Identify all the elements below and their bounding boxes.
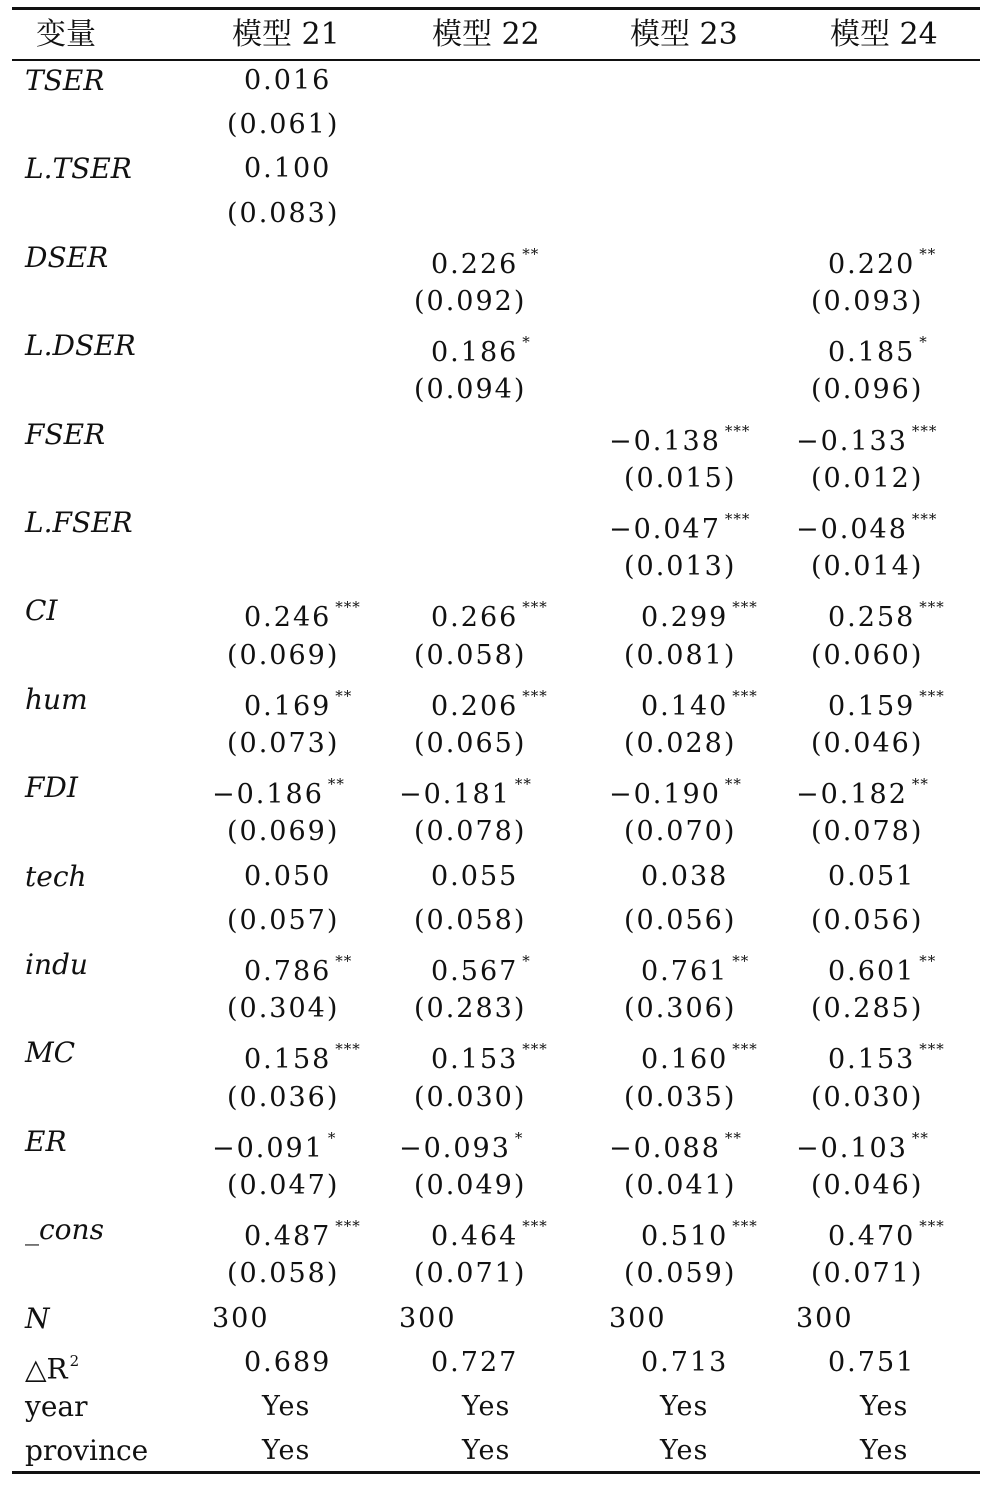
coefficient-value: 0.185 [828, 337, 916, 369]
table-row [0, 147, 992, 191]
footer-value: 0.713 [641, 1346, 729, 1378]
footer-label [25, 1341, 79, 1391]
coefficient-value: −0.103 [796, 1132, 908, 1164]
coefficient-value: 0.266 [431, 602, 519, 634]
coefficient-value: 0.038 [641, 860, 729, 892]
coefficient-value: 0.100 [244, 153, 332, 185]
table-row [0, 236, 992, 280]
row-label: _cons [25, 1213, 104, 1247]
coefficient-value: 0.169 [244, 690, 332, 722]
significance-stars: * [514, 1128, 524, 1147]
header-model-24: 模型 24 [830, 17, 938, 52]
table-row [0, 855, 992, 899]
table-row-se [0, 987, 992, 1031]
table-row [0, 59, 992, 103]
table-row-se [0, 545, 992, 589]
significance-stars: *** [522, 598, 548, 617]
table-row [0, 766, 992, 810]
coefficient-value: 0.159 [828, 690, 916, 722]
standard-error-cell: (0.069) [227, 816, 340, 848]
standard-error-cell: (0.078) [811, 816, 924, 848]
footer-value: Yes [860, 1391, 909, 1422]
significance-stars: ** [335, 686, 353, 705]
significance-stars: *** [911, 510, 938, 528]
standard-error-cell: (0.046) [811, 728, 924, 759]
significance-stars: *** [919, 598, 945, 617]
row-label: MC [25, 1036, 76, 1070]
row-label: L.FSER [25, 506, 133, 539]
standard-error-cell: (0.094) [414, 374, 527, 406]
footer-value: 300 [609, 1302, 667, 1334]
significance-stars: *** [724, 421, 751, 440]
coefficient-value: 0.160 [641, 1044, 729, 1076]
coefficient-value: −0.088 [609, 1132, 721, 1164]
top-rule [12, 7, 980, 10]
standard-error-cell: (0.059) [624, 1258, 737, 1290]
row-label: FDI [25, 771, 78, 805]
standard-error-cell: (0.014) [811, 551, 924, 583]
standard-error-cell: (0.093) [811, 286, 924, 317]
coefficient-value: 0.470 [828, 1221, 916, 1253]
significance-stars: *** [919, 1217, 945, 1236]
table-row-se [0, 103, 992, 147]
standard-error-cell: (0.056) [624, 904, 737, 936]
coefficient-cell [641, 855, 728, 899]
footer-value: Yes [262, 1391, 311, 1422]
coefficient-value: 0.601 [828, 956, 916, 987]
standard-error-cell: (0.070) [624, 816, 737, 848]
table-row-se [0, 634, 992, 678]
significance-stars: ** [724, 1128, 742, 1147]
coefficient-value: 0.055 [431, 860, 519, 892]
table-row [0, 1031, 992, 1075]
coefficient-value: 0.246 [244, 602, 332, 634]
standard-error-cell: (0.078) [414, 816, 527, 848]
coefficient-value: 0.258 [828, 602, 916, 634]
table-row-se [0, 810, 992, 854]
coefficient-value: 0.158 [244, 1044, 332, 1076]
standard-error-cell: (0.283) [414, 993, 527, 1025]
significance-stars: ** [514, 775, 532, 794]
coefficient-value: −0.186 [212, 779, 324, 811]
row-label: FSER [25, 417, 106, 451]
table-row [0, 589, 992, 633]
table-row [0, 678, 992, 722]
significance-stars: * [919, 333, 928, 352]
coefficient-value: 0.220 [828, 248, 916, 280]
significance-stars: * [522, 333, 531, 352]
standard-error-cell: (0.036) [227, 1081, 340, 1113]
footer-value: Yes [462, 1391, 511, 1422]
table-row-se [0, 899, 992, 943]
significance-stars: *** [335, 1040, 361, 1059]
standard-error-cell: (0.060) [811, 639, 924, 671]
significance-stars: ** [919, 244, 937, 263]
standard-error-cell: (0.057) [227, 904, 340, 936]
footer-row [0, 1297, 992, 1341]
table-row [0, 501, 992, 545]
standard-error-cell: (0.061) [227, 109, 340, 141]
standard-error-cell: (0.030) [414, 1081, 527, 1113]
row-label: DSER [25, 240, 109, 274]
footer-value: 0.727 [431, 1346, 519, 1378]
coefficient-value: 0.186 [431, 337, 519, 369]
standard-error-cell: (0.015) [624, 462, 737, 494]
row-label: L.DSER [25, 329, 136, 363]
coefficient-value: −0.182 [796, 779, 908, 811]
footer-value: 300 [212, 1302, 270, 1334]
table-row [0, 943, 992, 987]
coefficient-value: 0.016 [244, 65, 332, 96]
coefficient-value: 0.510 [641, 1221, 729, 1253]
significance-stars: *** [522, 1217, 548, 1236]
header-model-22: 模型 22 [432, 17, 540, 52]
standard-error-cell: (0.046) [811, 1170, 924, 1201]
header-variable: 变量 [36, 17, 96, 52]
table-row-se [0, 1252, 992, 1296]
significance-stars: ** [911, 1128, 929, 1147]
significance-stars: ** [732, 952, 750, 970]
standard-error-cell: (0.049) [414, 1170, 527, 1201]
header-model-21: 模型 21 [232, 17, 340, 52]
coefficient-value: −0.181 [399, 779, 511, 811]
coefficient-value: 0.786 [244, 956, 332, 987]
standard-error-cell: (0.047) [227, 1170, 340, 1201]
standard-error-cell: (0.071) [414, 1258, 527, 1290]
standard-error-cell: (0.083) [227, 197, 340, 229]
row-label: ER [25, 1124, 67, 1158]
bottom-rule [12, 1471, 980, 1474]
table-row [0, 413, 992, 457]
standard-error-cell: (0.304) [227, 993, 340, 1025]
significance-stars: ** [911, 775, 929, 794]
coefficient-value: 0.299 [641, 602, 729, 634]
table-row [0, 1120, 992, 1164]
coefficient-value: 0.051 [828, 860, 916, 892]
footer-value: Yes [462, 1435, 511, 1467]
footer-value: 0.751 [828, 1346, 916, 1378]
significance-stars: *** [911, 421, 938, 440]
significance-stars: *** [522, 1040, 548, 1059]
significance-stars: *** [732, 1040, 758, 1059]
table-row [0, 324, 992, 368]
coefficient-value: 0.206 [431, 690, 519, 722]
significance-stars: *** [522, 686, 548, 705]
header-model-23: 模型 23 [630, 17, 738, 52]
significance-stars: *** [919, 1040, 945, 1059]
coefficient-value: 0.567 [431, 956, 519, 987]
significance-stars: *** [732, 598, 758, 617]
coefficient-value: −0.093 [399, 1132, 511, 1164]
coefficient-value: −0.048 [796, 514, 908, 545]
footer-value: Yes [262, 1435, 311, 1467]
footer-label-text: province [25, 1434, 149, 1468]
row-label: hum [25, 682, 88, 716]
standard-error-cell: (0.035) [624, 1081, 737, 1113]
coefficient-value: 0.487 [244, 1221, 332, 1253]
significance-stars: * [522, 952, 531, 970]
table-row-se [0, 722, 992, 766]
coefficient-value: 0.153 [828, 1044, 916, 1076]
significance-stars: ** [919, 952, 937, 970]
standard-error-cell: (0.096) [811, 374, 924, 406]
standard-error-cell: (0.058) [227, 1258, 340, 1290]
coefficient-cell [431, 855, 518, 899]
table-row-se [0, 280, 992, 324]
standard-error-cell: (0.065) [414, 728, 527, 759]
significance-stars: ** [327, 775, 345, 794]
standard-error-cell: (0.030) [811, 1081, 924, 1113]
table-row-se [0, 457, 992, 501]
coefficient-value: 0.464 [431, 1221, 519, 1253]
standard-error-cell: (0.092) [414, 286, 527, 317]
footer-row [0, 1429, 992, 1473]
footer-label-text: N [25, 1301, 50, 1335]
footer-row [0, 1341, 992, 1385]
significance-stars: *** [732, 1217, 758, 1236]
significance-stars: ** [724, 775, 742, 794]
table-row-se [0, 1164, 992, 1208]
standard-error-cell: (0.081) [624, 639, 737, 671]
coefficient-cell [244, 147, 331, 191]
significance-stars: * [327, 1128, 337, 1147]
coefficient-value: −0.138 [609, 425, 721, 457]
footer-label [25, 1297, 50, 1341]
coefficient-value: −0.091 [212, 1132, 324, 1164]
coefficient-value: 0.050 [244, 860, 332, 892]
standard-error-cell: (0.041) [624, 1170, 737, 1201]
row-label: L.TSER [25, 152, 132, 186]
table-row-se [0, 368, 992, 412]
footer-value: 300 [796, 1302, 854, 1334]
coefficient-cell [244, 855, 331, 899]
standard-error-cell: (0.013) [624, 551, 737, 583]
coefficient-value: −0.047 [609, 514, 721, 545]
table-row-se [0, 192, 992, 236]
standard-error-cell: (0.058) [414, 904, 527, 936]
footer-label [25, 1385, 87, 1429]
standard-error-cell: (0.069) [227, 639, 340, 671]
row-label: indu [25, 948, 88, 981]
significance-stars: ** [335, 952, 353, 970]
significance-stars: *** [335, 598, 361, 617]
footer-label-text: year [25, 1390, 88, 1423]
footer-value: 300 [399, 1302, 457, 1334]
footer-label-text: △R [25, 1352, 68, 1386]
coefficient-cell [244, 59, 331, 103]
standard-error-cell: (0.306) [624, 993, 737, 1025]
footer-label [25, 1429, 148, 1473]
row-label: CI [25, 594, 58, 628]
coefficient-value: −0.133 [796, 425, 908, 457]
coefficient-value: 0.761 [641, 956, 729, 987]
standard-error-cell: (0.285) [811, 993, 924, 1025]
standard-error-cell: (0.012) [811, 462, 924, 494]
footer-value: 0.689 [244, 1346, 332, 1378]
significance-stars: ** [522, 244, 540, 263]
standard-error-cell: (0.071) [811, 1258, 924, 1290]
coefficient-value: 0.153 [431, 1044, 519, 1076]
row-label: TSER [25, 64, 105, 97]
footer-value: Yes [660, 1435, 709, 1467]
standard-error-cell: (0.058) [414, 639, 527, 671]
coefficient-cell [828, 855, 915, 899]
label-superscript: 2 [69, 1351, 80, 1370]
table-row-se [0, 1076, 992, 1120]
table-row [0, 1208, 992, 1252]
row-label: tech [25, 859, 87, 893]
coefficient-value: 0.226 [431, 248, 519, 280]
footer-value: Yes [660, 1391, 709, 1422]
significance-stars: *** [335, 1217, 361, 1236]
standard-error-cell: (0.073) [227, 728, 340, 759]
significance-stars: *** [732, 686, 758, 705]
standard-error-cell: (0.028) [624, 728, 737, 759]
footer-value: Yes [860, 1435, 909, 1467]
coefficient-value: 0.140 [641, 690, 729, 722]
significance-stars: *** [919, 686, 945, 705]
significance-stars: *** [724, 510, 751, 528]
footer-row [0, 1385, 992, 1429]
coefficient-value: −0.190 [609, 779, 721, 811]
standard-error-cell: (0.056) [811, 904, 924, 936]
